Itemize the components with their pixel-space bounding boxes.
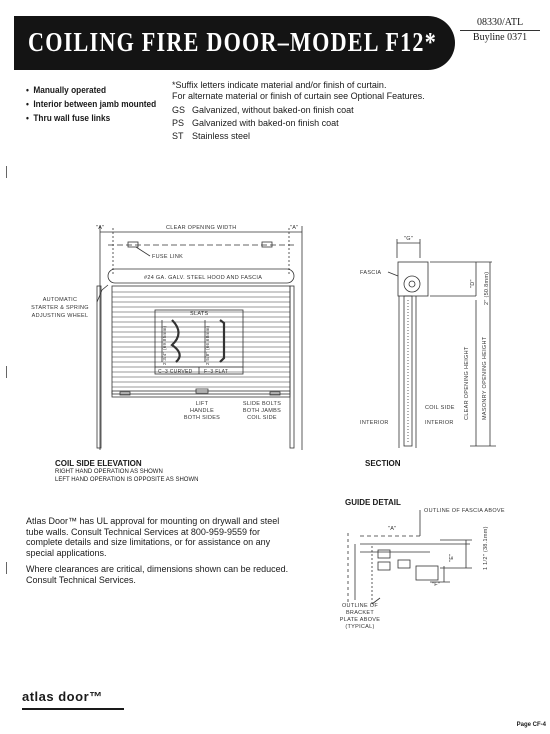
feature-item: • Manually operated <box>26 83 156 97</box>
clearance-paragraph: Where clearances are critical, dimensions shown can be reduced. Consult Technical Services. <box>26 564 289 585</box>
finish-code: PS <box>172 118 185 128</box>
finish-desc: Galvanized with baked-on finish coat <box>192 118 339 128</box>
bracket-label-line: OUTLINE OF <box>341 603 379 609</box>
guide-dim-a: "A" <box>388 526 397 532</box>
finish-desc: Stainless steel <box>192 131 251 141</box>
slat-curved-label: C–3 CURVED <box>158 369 193 375</box>
starter-label-line: ADJUSTING WHEEL <box>31 313 89 319</box>
fascia-outline-label: OUTLINE OF FASCIA ABOVE <box>424 508 505 514</box>
guide-detail-caption: GUIDE DETAIL <box>345 498 401 507</box>
slide-bolts-label-line: COIL SIDE <box>247 415 277 421</box>
interior-label-left: INTERIOR <box>360 420 389 426</box>
coil-side-label: COIL SIDE <box>425 405 455 411</box>
lift-handle-label-line: LIFT <box>195 401 209 407</box>
spec-section-code: 08330/ATL <box>476 17 524 28</box>
fuse-link-label: FUSE LINK <box>152 254 184 260</box>
slide-bolts-label-line: BOTH JAMBS <box>242 408 282 414</box>
guide-dim-e: "E" <box>449 553 455 562</box>
right-hand-note: RIGHT HAND OPERATION AS SHOWN <box>55 469 163 475</box>
slat-flat-label: F–3 FLAT <box>204 369 229 375</box>
suffix-note-line: *Suffix letters indicate material and/or finish of curtain. <box>172 80 387 90</box>
lift-handle-label-line: BOTH SIDES <box>183 415 221 421</box>
dim-a-left: "A" <box>96 225 105 231</box>
feature-item: • Interior between jamb mounted <box>26 97 156 111</box>
clear-opening-width: CLEAR OPENING WIDTH <box>166 225 237 231</box>
bracket-label-line: PLATE ABOVE <box>339 617 381 623</box>
buyline-code: Buyline 0371 <box>460 30 540 45</box>
starter-label-line: AUTOMATIC <box>42 297 78 303</box>
slide-bolts-label-line: SLIDE BOLTS <box>242 401 282 407</box>
atlas-door-logo <box>22 688 124 710</box>
guide-dim-f: "F" <box>432 582 441 588</box>
binding-mark <box>0 166 7 178</box>
page-title: COILING FIRE DOOR–MODEL F12* <box>28 27 438 57</box>
slat-flat-height: 2 5/8" (66.68mm) <box>205 325 210 365</box>
approval-paragraph: Atlas Door™ has UL approval for mounting on drywall and steel tube walls. Consult Technical Services at 800-959-9559 for complete details and size limitations, or for assistance on any special applications. <box>26 516 280 558</box>
guide-dim-1-5: 1 1/2" (38.1mm) <box>483 526 489 570</box>
hood-label: #24 GA. GALV. STEEL HOOD AND FASCIA <box>144 275 263 281</box>
page-number: Page CF-4 <box>516 722 546 728</box>
masonry-opening-height: MASONRY OPENING HEIGHT <box>482 336 488 420</box>
dim-2-inch: 2" (50.8mm) <box>484 271 490 305</box>
dim-a-right: "A" <box>290 225 299 231</box>
section-caption: SECTION <box>365 459 401 468</box>
elevation-caption: COIL SIDE ELEVATION <box>55 459 142 468</box>
starter-label-line: STARTER & SPRING <box>31 305 89 311</box>
suffix-note-line: For alternate material or finish of curtain see Optional Features. <box>172 91 425 101</box>
binding-mark <box>0 562 7 574</box>
finish-desc: Galvanized, without baked-on finish coat <box>192 105 354 115</box>
bracket-label-line: BRACKET <box>345 610 375 616</box>
feature-item: • Thru wall fuse links <box>26 111 156 125</box>
slats-label: SLATS <box>190 311 209 317</box>
finish-code: ST <box>172 131 184 141</box>
binding-mark <box>0 366 7 378</box>
finish-code: GS <box>172 105 186 115</box>
interior-label-right: INTERIOR <box>425 420 454 426</box>
lift-handle-label-line: HANDLE <box>189 408 215 414</box>
dim-g: "G" <box>404 236 414 242</box>
bracket-label-line: (TYPICAL) <box>345 624 375 630</box>
fascia-label: FASCIA <box>360 270 382 276</box>
left-hand-note: LEFT HAND OPERATION IS OPPOSITE AS SHOWN <box>55 477 199 483</box>
dim-d: "D" <box>470 279 476 288</box>
clear-opening-height: CLEAR OPENING HEIGHT <box>464 346 470 420</box>
slat-curved-height: 2 3/4" (69.85mm) <box>162 325 167 365</box>
elevation-caption-block <box>55 459 198 484</box>
logo-underline <box>22 708 124 710</box>
logo-text: atlas door™ <box>22 689 103 704</box>
